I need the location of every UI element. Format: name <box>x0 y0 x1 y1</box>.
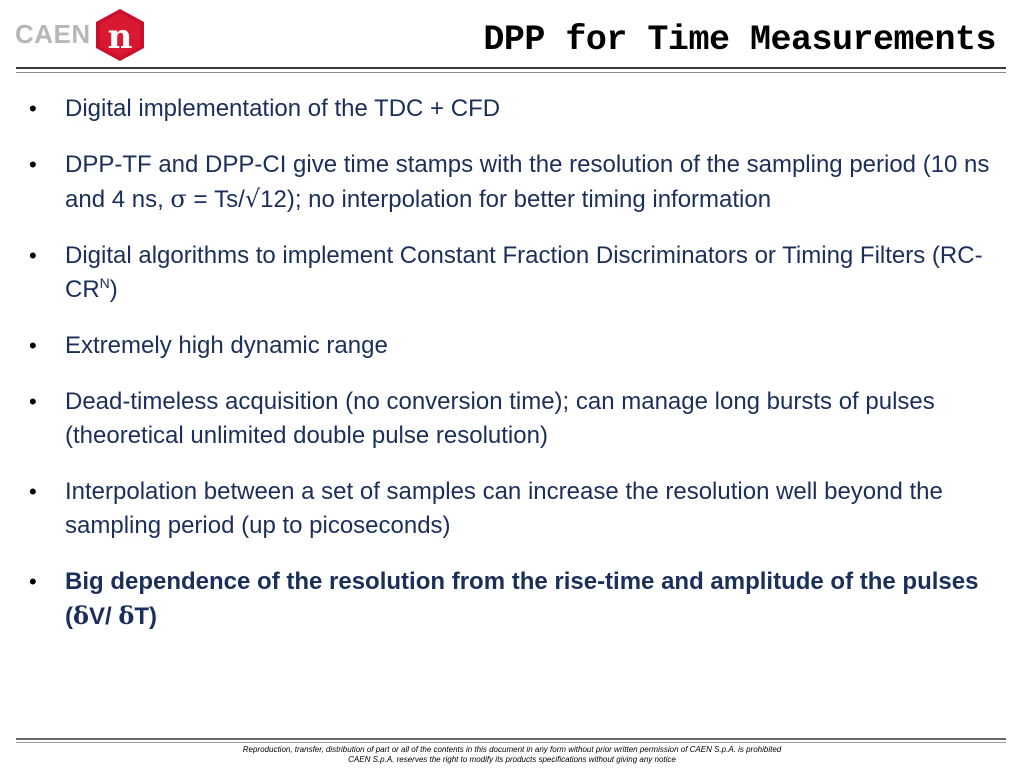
bullet-text-part: Digital algorithms to implement Constant Fraction Discriminators or Timing Filters (RC-CR <box>65 242 983 303</box>
footer-disclaimer <box>0 745 1024 765</box>
bullet-marker: • <box>29 152 37 177</box>
sigma-symbol: σ <box>170 185 187 213</box>
bullet-marker: • <box>29 243 37 268</box>
bullet-text-part: Big dependence of the resolution from the rise-time and amplitude of the pulses ( <box>65 568 979 630</box>
bullet-marker: • <box>29 333 37 358</box>
bullet-text: Extremely high dynamic range <box>65 332 388 359</box>
list-item <box>29 385 999 453</box>
bullet-text <box>65 239 999 307</box>
bullet-text-part: ) <box>109 276 118 303</box>
sqrt-symbol: √ <box>244 185 261 213</box>
list-item <box>29 92 999 126</box>
page-title: DPP for Time Measurements <box>483 20 996 60</box>
bullet-text-part: T) <box>134 603 158 630</box>
footer-line: CAEN S.p.A. reserves the right to modify its products specifications without giving any notice <box>348 755 676 764</box>
bullet-list <box>29 92 999 656</box>
list-item <box>29 475 999 543</box>
superscript-n: N <box>99 275 110 291</box>
footer-rule-thin <box>16 742 1006 743</box>
list-item <box>29 565 999 634</box>
bullet-text: Dead-timeless acquisition (no conversion time); can manage long bursts of pulses (theoretical unlimited double pulse resolution) <box>65 388 935 449</box>
bullet-text-part: = Ts/ <box>186 186 245 213</box>
caen-logo <box>15 6 145 64</box>
bullet-text-part: 12); no interpolation for better timing information <box>260 186 772 213</box>
bullet-text: Digital implementation of the TDC + CFD <box>65 95 501 122</box>
bullet-text: Interpolation between a set of samples can increase the resolution well beyond the sampling period (up to picoseconds) <box>65 478 943 539</box>
bullet-text <box>65 148 999 217</box>
logo-mark-letter: n <box>107 17 133 57</box>
list-item <box>29 148 999 217</box>
bullet-marker: • <box>29 96 37 121</box>
list-item <box>29 329 999 363</box>
logo-n-mark-icon <box>95 8 145 62</box>
bullet-text <box>65 565 999 634</box>
bullet-marker: • <box>29 569 37 594</box>
bullet-marker: • <box>29 479 37 504</box>
delta-symbol: δ <box>73 601 90 630</box>
bullet-text-part: V/ <box>89 603 119 630</box>
list-item <box>29 239 999 307</box>
footer-rule <box>16 738 1006 740</box>
footer-line: Reproduction, transfer, distribution of part or all of the contents in this document in any form without prior written permission of CAEN S.p.A. is prohibited <box>242 745 782 754</box>
logo-wordmark: CAEN <box>15 18 91 49</box>
header-rule-thin <box>16 72 1006 73</box>
bullet-marker: • <box>29 389 37 414</box>
bullet-text-part: DPP-TF and DPP-CI give time stamps with the resolution of the sampling period (10 ns and 4 ns, <box>65 151 990 213</box>
header-rule <box>16 67 1006 69</box>
delta-symbol: δ <box>118 601 135 630</box>
